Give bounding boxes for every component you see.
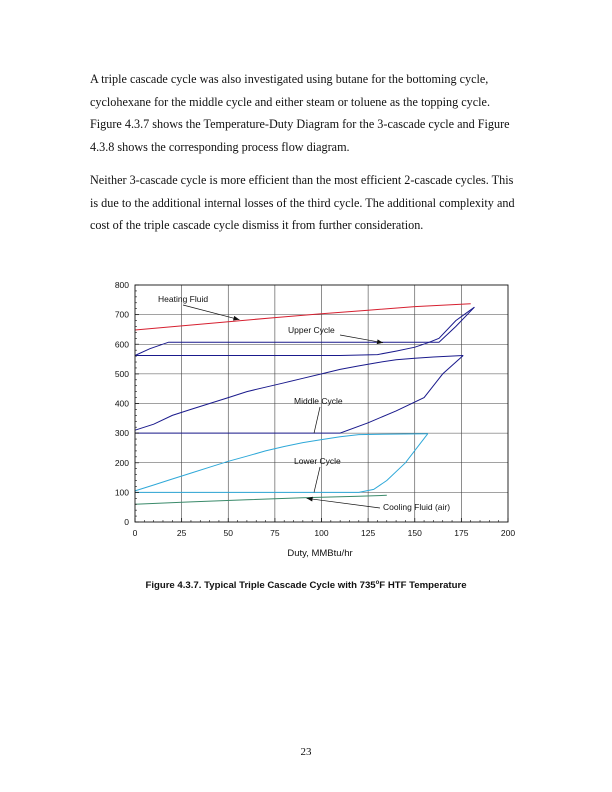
series-line-3 xyxy=(135,356,463,434)
y-tick-label-600: 600 xyxy=(114,339,129,350)
annotation-leader-3 xyxy=(314,467,320,492)
annotation-label-2: Middle Cycle xyxy=(294,396,343,406)
x-tick-label-25: 25 xyxy=(176,528,187,538)
annotation-label-0: Heating Fluid xyxy=(158,294,209,304)
x-axis-label: Duty, MMBtu/hr xyxy=(287,548,353,559)
annotation-label-3: Lower Cycle xyxy=(294,456,341,466)
x-tick-label-0: 0 xyxy=(132,528,138,538)
y-tick-label-100: 100 xyxy=(114,487,129,498)
y-tick-label-300: 300 xyxy=(114,428,129,439)
figure-caption xyxy=(0,580,612,591)
annotation-leader-1 xyxy=(340,335,383,343)
x-tick-label-75: 75 xyxy=(270,528,280,538)
y-tick-label-800: 800 xyxy=(114,280,129,290)
y-tick-label-500: 500 xyxy=(114,368,129,379)
y-tick-label-200: 200 xyxy=(114,457,129,468)
x-tick-label-100: 100 xyxy=(314,528,329,538)
x-tick-label-200: 200 xyxy=(500,528,516,538)
conclusion-paragraph: Neither 3-cascade cycle is more efficient than the most efficient 2-cascade cycles. This is due to the additional internal losses of the third cycle. The additional complexity and cost of the triple cascade cycle dismiss it from further consideration. xyxy=(90,173,515,232)
series-line-4 xyxy=(135,356,463,431)
series-line-7 xyxy=(135,495,387,504)
intro-paragraph: A triple cascade cycle was also investigated using butane for the bottoming cycle, cyclohexane for the middle cycle and either steam or toluene as the topping cycle. Figure 4.3.7 shows the Temperature-Duty Diagram for the 3-cascade cycle and Figure 4.3.8 shows the corresponding process flow diagram. xyxy=(90,72,510,154)
annotation-arrowhead-0 xyxy=(233,316,239,321)
y-tick-label-700: 700 xyxy=(114,309,129,320)
caption-suffix: F HTF Temperature xyxy=(379,580,467,592)
annotation-leader-0 xyxy=(183,305,239,320)
caption-prefix: Figure 4.3.7. Typical Triple Cascade Cycle with 735 xyxy=(145,580,376,592)
annotation-leader-2 xyxy=(314,407,320,433)
y-tick-label-400: 400 xyxy=(114,398,129,409)
caption-degree: o xyxy=(375,580,380,586)
x-tick-label-175: 175 xyxy=(454,528,469,538)
page-number: 23 xyxy=(300,746,312,758)
x-tick-label-125: 125 xyxy=(361,528,376,538)
annotation-leader-4 xyxy=(307,498,380,508)
annotation-label-1: Upper Cycle xyxy=(288,325,335,335)
y-tick-label-0: 0 xyxy=(124,517,129,527)
annotation-label-4: Cooling Fluid (air) xyxy=(383,502,451,512)
x-tick-label-150: 150 xyxy=(407,528,422,538)
chart-annotations xyxy=(158,294,450,512)
x-tick-label-50: 50 xyxy=(223,528,233,538)
